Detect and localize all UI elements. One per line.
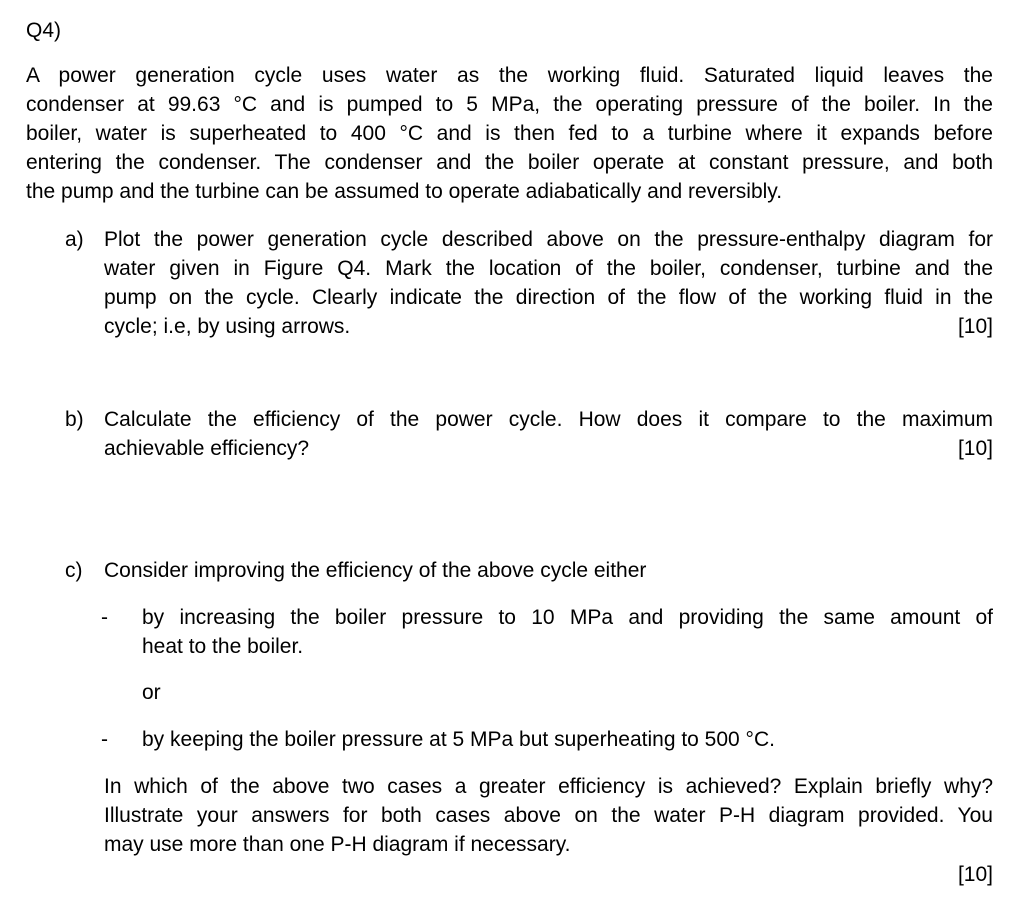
part-c-question-line: Illustrate your answers for both cases above on the water P-H diagram provided. You xyxy=(104,804,993,827)
part-c-marks: [10] xyxy=(957,863,993,886)
part-c-intro: Consider improving the efficiency of the above cycle either xyxy=(104,559,647,582)
part-a-marks: [10] xyxy=(957,315,993,338)
part-c-label: c) xyxy=(65,559,83,582)
intro-line: boiler, water is superheated to 400 °C and is then fed to a turbine where it expands before xyxy=(26,122,993,145)
part-b-line: Calculate the efficiency of the power cycle. How does it compare to the maximum xyxy=(104,408,993,431)
option-1-dash: - xyxy=(101,606,108,629)
option-2-dash: - xyxy=(101,728,108,751)
part-a-line: pump on the cycle. Clearly indicate the direction of the flow of the working fluid in the xyxy=(104,286,993,309)
intro-line: entering the condenser. The condenser and the boiler operate at constant pressure, and both xyxy=(26,151,993,174)
option-2-text: by keeping the boiler pressure at 5 MPa but superheating to 500 °C. xyxy=(142,728,775,751)
part-b-marks: [10] xyxy=(957,437,993,460)
option-1-line: by increasing the boiler pressure to 10 MPa and providing the same amount of xyxy=(142,606,993,629)
option-1-line: heat to the boiler. xyxy=(142,635,304,658)
intro-line: A power generation cycle uses water as the working fluid. Saturated liquid leaves the xyxy=(26,64,993,87)
intro-line: condenser at 99.63 °C and is pumped to 5 MPa, the operating pressure of the boiler. In the xyxy=(26,93,993,116)
part-c-question-line: In which of the above two cases a greater efficiency is achieved? Explain briefly why? xyxy=(104,775,993,798)
part-a-line: Plot the power generation cycle described above on the pressure-enthalpy diagram for xyxy=(104,228,993,251)
part-b-line: achievable efficiency? xyxy=(104,437,310,460)
part-b-label: b) xyxy=(65,408,84,431)
part-c-question-line: may use more than one P-H diagram if necessary. xyxy=(104,833,571,856)
part-a-label: a) xyxy=(65,228,84,251)
part-a-line: water given in Figure Q4. Mark the location of the boiler, condenser, turbine and the xyxy=(104,257,993,280)
part-a-line: cycle; i.e, by using arrows. xyxy=(104,315,351,338)
or-text: or xyxy=(142,681,161,704)
intro-line: the pump and the turbine can be assumed to operate adiabatically and reversibly. xyxy=(26,180,783,203)
question-number: Q4) xyxy=(26,19,62,42)
